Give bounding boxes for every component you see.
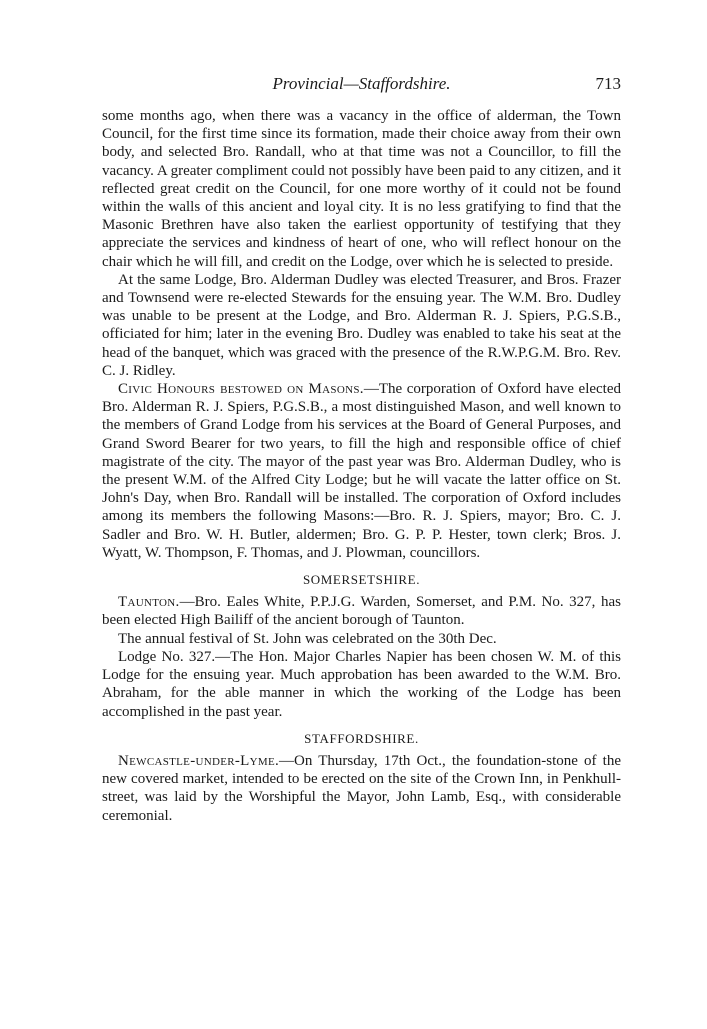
paragraph-festival: The annual festival of St. John was celebrated on the 30th Dec.: [118, 630, 497, 647]
newcastle-lead: Newcastle-under-Lyme.: [118, 752, 280, 769]
paragraph-lodge-327: Lodge No. 327.—The Hon. Major Charles Napier has been chosen W. M. of this Lodge for the ensuing year. Much approbation has been awarded to the W.M. Bro. Abraham, for the able manner in which the working of the Lodge has been accomplished in the past year.: [102, 648, 621, 720]
paragraph-randall: some months ago, when there was a vacancy in the office of alderman, the Town Council, for the first time since its formation, made their choice away from their own body, and selected Bro. Randall, who at that time was not a Councillor, to fill the vacancy. A greater compliment could not possibly have been paid to any citizen, and it reflected great credit on the Council, for one more worthy of it could not be found within the walls of this ancient and loyal city. It is no less gratifying to find that the Masonic Brethren have also taken the earliest opportunity of testifying that they appreciate the services and kindness of heart of one, who will reflect honour on the chair which he will fill, and credit on the Lodge, over which he is selected to preside.: [102, 108, 621, 270]
civic-honours-lead: Civic Honours bestowed on Masons.: [118, 381, 364, 398]
section-heading-somersetshire: SOMERSETSHIRE.: [302, 572, 421, 588]
paragraph-taunton: [102, 593, 621, 629]
newcastle-text: —On Thursday, 17th Oct., the foundation-stone of the new covered market, intended to be erected on the site of the Crown Inn, in Penkhull-street, was laid by the Worshipful the Mayor, John Lamb, Esq., with considerable ceremonial.: [102, 752, 621, 824]
running-title: Provincial—Staffordshire.: [272, 74, 451, 93]
paragraph-civic-honours: [102, 380, 621, 562]
section-heading-staffordshire: STAFFORDSHIRE.: [304, 730, 419, 746]
taunton-text: —Bro. Eales White, P.P.J.G. Warden, Somerset, and P.M. No. 327, has been elected High Bailiff of the ancient borough of Taunton.: [102, 594, 621, 629]
paragraph-newcastle: [102, 752, 621, 825]
page-number: 713: [595, 74, 621, 93]
taunton-lead: Taunton.: [118, 594, 180, 611]
running-head: [102, 74, 621, 98]
body-text: [102, 107, 621, 825]
civic-honours-text: —The corporation of Oxford have elected Bro. Alderman R. J. Spiers, P.G.S.B., a most distinguished Mason, and well known to the members of Grand Lodge from his services at the Board of General Purposes, and Grand Sword Bearer for two years, to fill the high and responsible office of chief magistrate of the city. The mayor of the past year was Bro. Alderman Dudley, who is the present W.M. of the Alfred City Lodge; but he will vacate the latter office on St. John's Day, when Bro. Randall will be installed. The corporation of Oxford includes among its members the following Masons:—Bro. R. J. Spiers, mayor; Bro. C. J. Sadler and Bro. W. H. Butler, aldermen; Bro. G. P. P. Hester, town clerk; Bros. J. Wyatt, W. Thompson, F. Thomas, and J. Plowman, councillors.: [102, 381, 621, 561]
paragraph-treasurer: At the same Lodge, Bro. Alderman Dudley was elected Treasurer, and Bros. Frazer and Townsend were re-elected Stewards for the ensuing year. The W.M. Bro. Dudley was unable to be present at the Lodge, and Bro. Alderman R. J. Spiers, P.G.S.B., officiated for him; later in the evening Bro. Dudley was enabled to take his seat at the head of the banquet, which was graced with the presence of the R.W.P.G.M. Bro. Rev. C. J. Ridley.: [102, 271, 621, 379]
